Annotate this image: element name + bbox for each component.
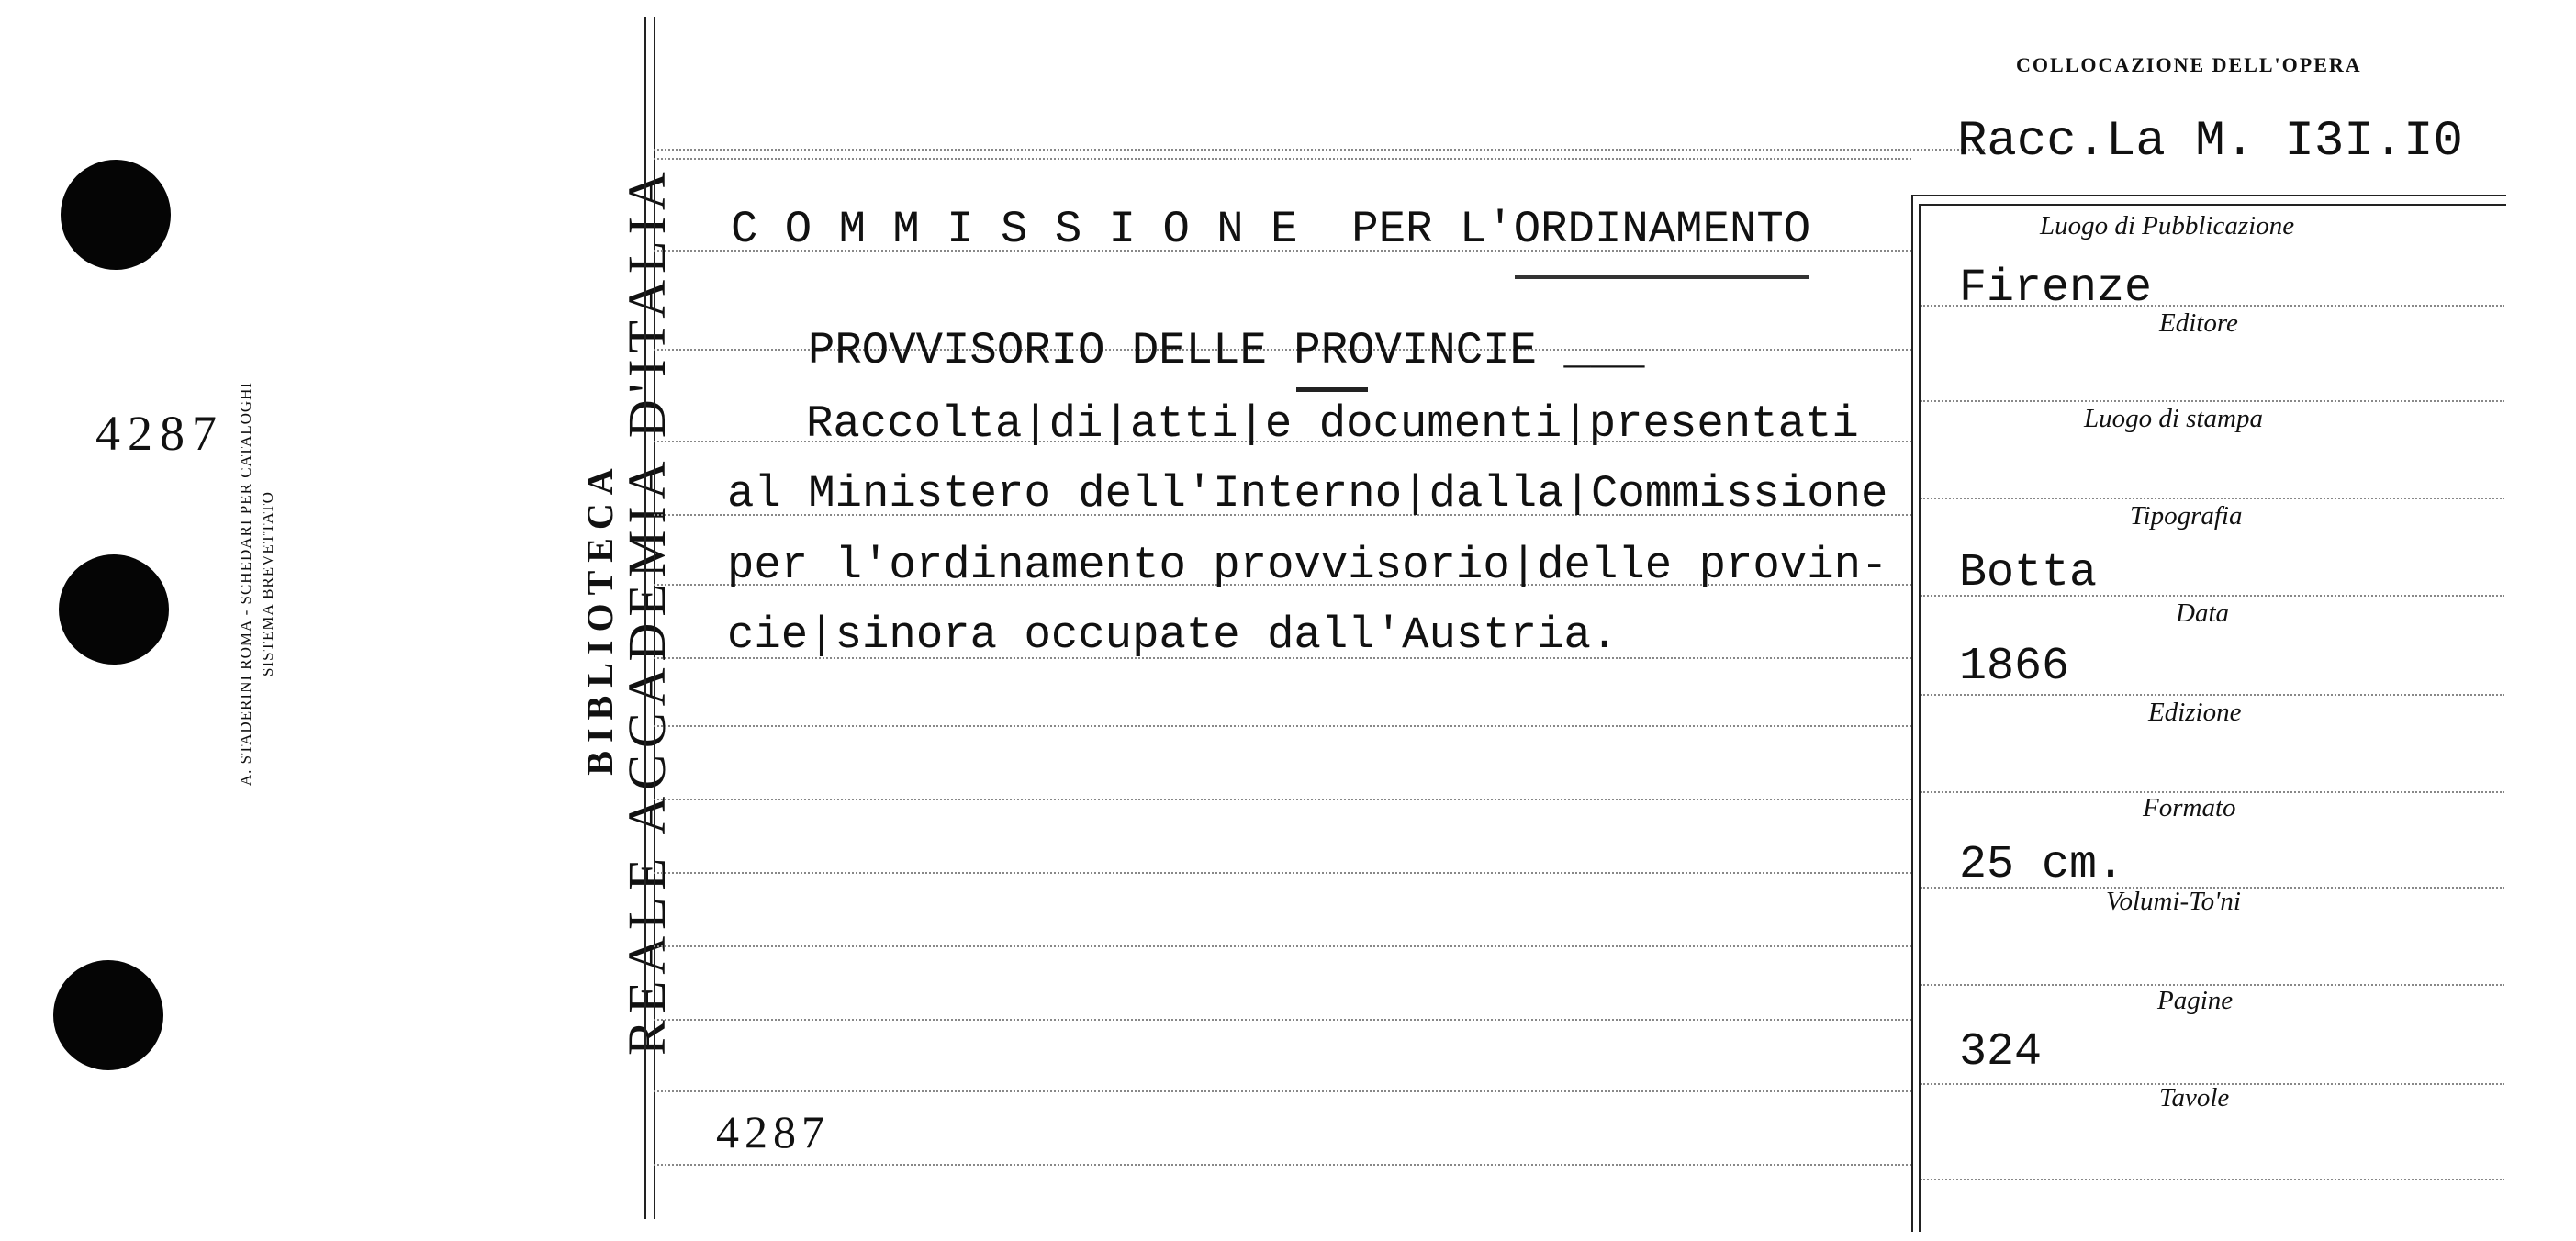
punch-hole	[61, 160, 171, 270]
ruled-line	[654, 872, 1911, 874]
body-line-1: Raccolta|di|atti|e documenti|presentati	[806, 398, 1859, 450]
field-label-editore: Editore	[2159, 308, 2238, 338]
field-value-pagine: 324	[1959, 1026, 2043, 1079]
field-value-data: 1866	[1959, 641, 2070, 693]
body-line-2: al Ministero dell'Interno|dalla|Commissione	[727, 468, 1888, 520]
box-ruled-line	[1921, 694, 2504, 696]
field-label-luogo-stampa: Luogo di stampa	[2084, 404, 2263, 433]
printer-line-1: A. STADERINI ROMA - SCHEDARI PER CATALOGHI	[237, 381, 254, 787]
field-value-formato: 25 cm.	[1959, 839, 2125, 891]
ruled-line	[654, 799, 1911, 800]
institution-name: REALE ACCADEMIA D'ITALIA	[617, 165, 677, 1056]
field-label-tipografia: Tipografia	[2130, 501, 2243, 531]
body-line-3: per l'ordinamento provvisorio|delle provin-	[727, 540, 1888, 591]
field-label-edizione: Edizione	[2148, 698, 2242, 727]
ruled-line	[654, 1019, 1911, 1021]
field-label-volumi-tomi: Volumi-To'ni	[2106, 887, 2241, 916]
title-underline	[1515, 275, 1809, 285]
field-value-tipografia: Botta	[1959, 547, 2098, 599]
box-top-rule	[1919, 204, 2506, 206]
title-line-2: PROVVISORIO DELLE PROVINCIE ___	[808, 325, 1645, 376]
vertical-rule	[644, 17, 646, 1219]
catalog-number-left: 4287	[95, 406, 224, 461]
field-label-data: Data	[2176, 598, 2229, 628]
field-label-pagine: Pagine	[2157, 986, 2234, 1015]
printer-line-2: SISTEMA BREVETTATO	[259, 491, 276, 676]
field-label-tavole: Tavole	[2159, 1083, 2230, 1112]
ruled-line	[654, 945, 1911, 947]
box-ruled-line	[1921, 400, 2504, 402]
box-top-rule	[1911, 195, 2506, 196]
punch-hole	[59, 554, 169, 665]
title-underline	[1296, 387, 1368, 397]
ruled-line	[654, 725, 1911, 727]
body-line-4: cie|sinora occupate dall'Austria.	[727, 609, 1618, 661]
field-label-luogo-pubblicazione: Luogo di Pubblicazione	[2040, 211, 2295, 240]
printer-imprint	[235, 308, 283, 859]
ruled-line	[654, 149, 1985, 151]
ruled-line	[654, 1090, 1911, 1092]
box-left-rule	[1919, 204, 1921, 1232]
ruled-line	[654, 158, 1911, 160]
library-label: BIBLIOTECA	[579, 460, 621, 776]
punch-hole	[53, 960, 163, 1070]
title-line-1: C O M M I S S I O N E PER L'ORDINAMENTO	[731, 204, 1811, 255]
field-label-formato: Formato	[2143, 793, 2236, 822]
field-value-luogo-pubblicazione: Firenze	[1959, 263, 2153, 315]
box-ruled-line	[1921, 1179, 2504, 1180]
shelfmark: Racc.La M. I3I.I0	[1957, 114, 2463, 170]
ruled-line	[654, 1164, 1911, 1166]
collocazione-label: COLLOCAZIONE DELL'OPERA	[2016, 53, 2362, 76]
vertical-rule	[654, 17, 655, 1219]
catalog-number-bottom: 4287	[716, 1106, 830, 1157]
box-ruled-line	[1921, 498, 2504, 499]
box-left-rule	[1911, 195, 1913, 1232]
